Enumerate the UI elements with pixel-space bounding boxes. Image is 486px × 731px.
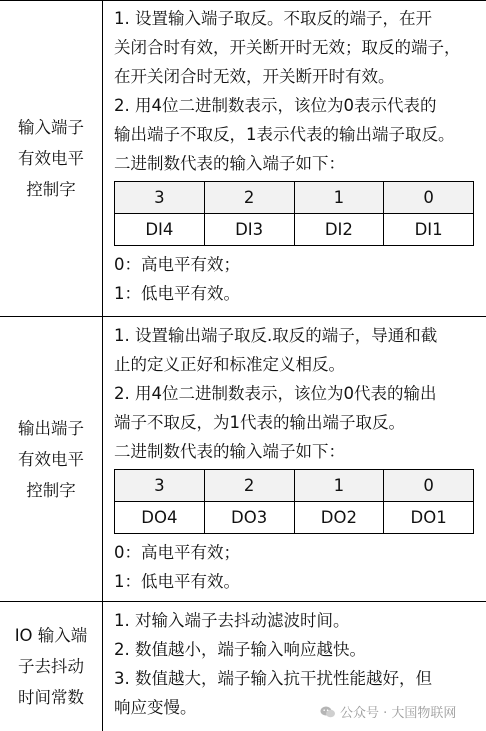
label-line: 控制字: [26, 480, 76, 500]
text-line: 响应变慢。: [114, 698, 197, 717]
row-label: [18, 112, 84, 205]
row-label: [15, 620, 88, 713]
row-description: [114, 321, 476, 596]
row-description: [114, 4, 476, 308]
bit-index-cell: 3: [115, 182, 205, 214]
bit-index-cell: 2: [204, 182, 294, 214]
label-line: 输出端子: [18, 418, 84, 438]
watermark: [320, 702, 456, 721]
bit-index-row: [115, 182, 474, 214]
text-line: 0：高电平有效；: [114, 255, 240, 274]
bit-index-cell: 0: [384, 470, 474, 502]
text-line: 2. 用4位二进制数表示，该位为0代表的输出: [114, 384, 437, 403]
table-row: [0, 317, 486, 602]
text-line: 2. 数值越小，端子输入响应越快。: [114, 640, 366, 659]
text-line: 1. 设置输入端子取反。不取反的端子，在开: [114, 9, 432, 28]
terminal-row: [115, 502, 474, 534]
terminal-cell: DO2: [294, 502, 384, 534]
text-line: 1：低电平有效。: [114, 284, 240, 303]
terminal-row: [115, 214, 474, 246]
row-label-cell: [0, 602, 103, 731]
label-line: 有效电平: [18, 449, 84, 469]
text-line: 二进制数代表的输入端子如下：: [114, 154, 345, 173]
text-line: 1：低电平有效。: [114, 572, 240, 591]
label-line: 输入端子: [18, 117, 84, 137]
bit-index-cell: 3: [115, 470, 205, 502]
wechat-icon: [320, 705, 336, 719]
bit-mapping-table: [114, 181, 474, 246]
bit-index-cell: 2: [204, 470, 294, 502]
bit-index-cell: 0: [384, 182, 474, 214]
text-line: 3. 数值越大，端子输入抗干扰性能越好，但: [114, 669, 432, 688]
bit-index-cell: 1: [294, 470, 384, 502]
text-line: 0：高电平有效；: [114, 543, 240, 562]
text-line: 关闭合时有效，开关断开时无效；取反的端子，: [114, 38, 461, 57]
label-line: IO 输入端: [14, 626, 88, 645]
text-line: 1. 对输入端子去抖动滤波时间。: [114, 611, 350, 630]
table-row: [0, 0, 486, 317]
bit-index-row: [115, 470, 474, 502]
text-line: 输出端子不取反，1表示代表的输出端子取反。: [114, 125, 455, 144]
text-line: 二进制数代表的输入端子如下：: [114, 442, 345, 461]
watermark-text: 公众号 · 大国物联网: [340, 706, 457, 721]
terminal-cell: DO3: [204, 502, 294, 534]
row-label-cell: [0, 0, 103, 316]
row-label: [18, 413, 84, 506]
text-line: 2. 用4位二进制数表示，该位为0表示代表的: [114, 96, 437, 115]
bit-mapping-table: [114, 469, 474, 534]
text-line: 端子不取反，为1代表的输出端子取反。: [114, 413, 405, 432]
bit-index-cell: 1: [294, 182, 384, 214]
text-line: 在开关闭合时无效，开关断开时有效。: [114, 67, 395, 86]
label-line: 控制字: [26, 179, 76, 199]
terminal-cell: DO1: [384, 502, 474, 534]
label-line: 子去抖动: [17, 657, 84, 676]
terminal-cell: DO4: [115, 502, 205, 534]
label-line: 有效电平: [18, 148, 84, 168]
text-line: 1. 设置输出端子取反.取反的端子，导通和截: [114, 326, 438, 345]
terminal-cell: DI2: [294, 214, 384, 246]
text-line: 止的定义正好和标准定义相反。: [114, 355, 345, 374]
terminal-cell: DI3: [204, 214, 294, 246]
terminal-cell: DI4: [115, 214, 205, 246]
row-label-cell: [0, 317, 103, 601]
label-line: 时间常数: [17, 688, 84, 707]
terminal-cell: DI1: [384, 214, 474, 246]
